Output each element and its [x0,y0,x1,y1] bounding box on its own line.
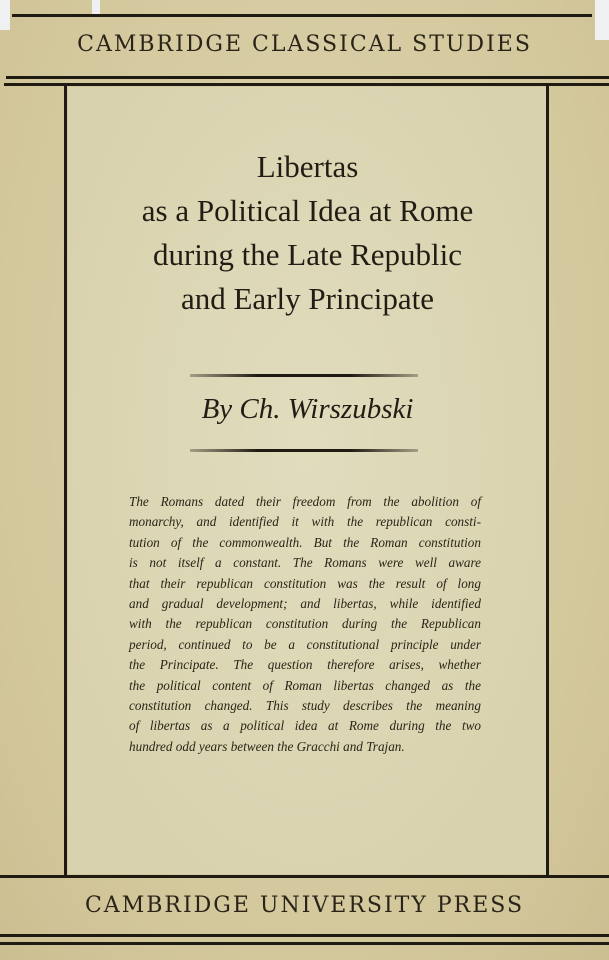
torn-edge [0,0,10,30]
torn-edge [92,0,100,14]
blurb-line: is not itself a constant. The Romans were well aware [129,555,481,571]
author-name: By Ch. Wirszubski [201,393,414,425]
blurb-line: period, continued to be a constitutional principle under [129,636,481,652]
footer-rule-top [0,875,609,878]
blurb-line: that their republican constitution was the result of long [129,575,481,591]
left-border-line [64,85,67,876]
ornament-rule-top [190,374,418,377]
blurb-line: hundred odd years between the Gracchi and Trajan. [129,738,405,754]
blurb-line: monarchy, and identified it with the republican consti- [129,514,481,530]
title-line: and Early Principate [180,281,435,316]
footer-rule-upper [0,934,609,937]
footer-rule-lower [0,942,609,945]
title-line: as a Political Idea at Rome [141,193,474,228]
blurb-line: the Principate. The question therefore arises, whether [129,657,481,673]
title-line: during the Late Republic [152,237,463,272]
ornament-rule-bottom [190,449,418,452]
blurb-line: with the republican constitution during the Republican [129,616,481,632]
publisher-name: CAMBRIDGE UNIVERSITY PRESS [84,893,525,918]
series-title: CAMBRIDGE CLASSICAL STUDIES [77,32,532,57]
header-rule-upper [6,76,609,79]
blurb-line: The Romans dated their freedom from the abolition of [129,494,481,509]
book-title [68,145,547,321]
blurb-line: of libertas as a political idea at Rome during the two [129,718,481,734]
blurb-line: and gradual development; and libertas, while identified [129,596,481,612]
top-rule [12,14,592,17]
header-rule-lower [4,83,609,86]
blurb-line: the political content of Roman libertas changed as the [129,677,481,693]
blurb-line: constitution changed. This study describes the meaning [129,698,481,714]
blurb-text [129,492,481,757]
title-line: Libertas [256,149,359,184]
blurb-line: tution of the commonwealth. But the Roman constitution [129,534,481,550]
